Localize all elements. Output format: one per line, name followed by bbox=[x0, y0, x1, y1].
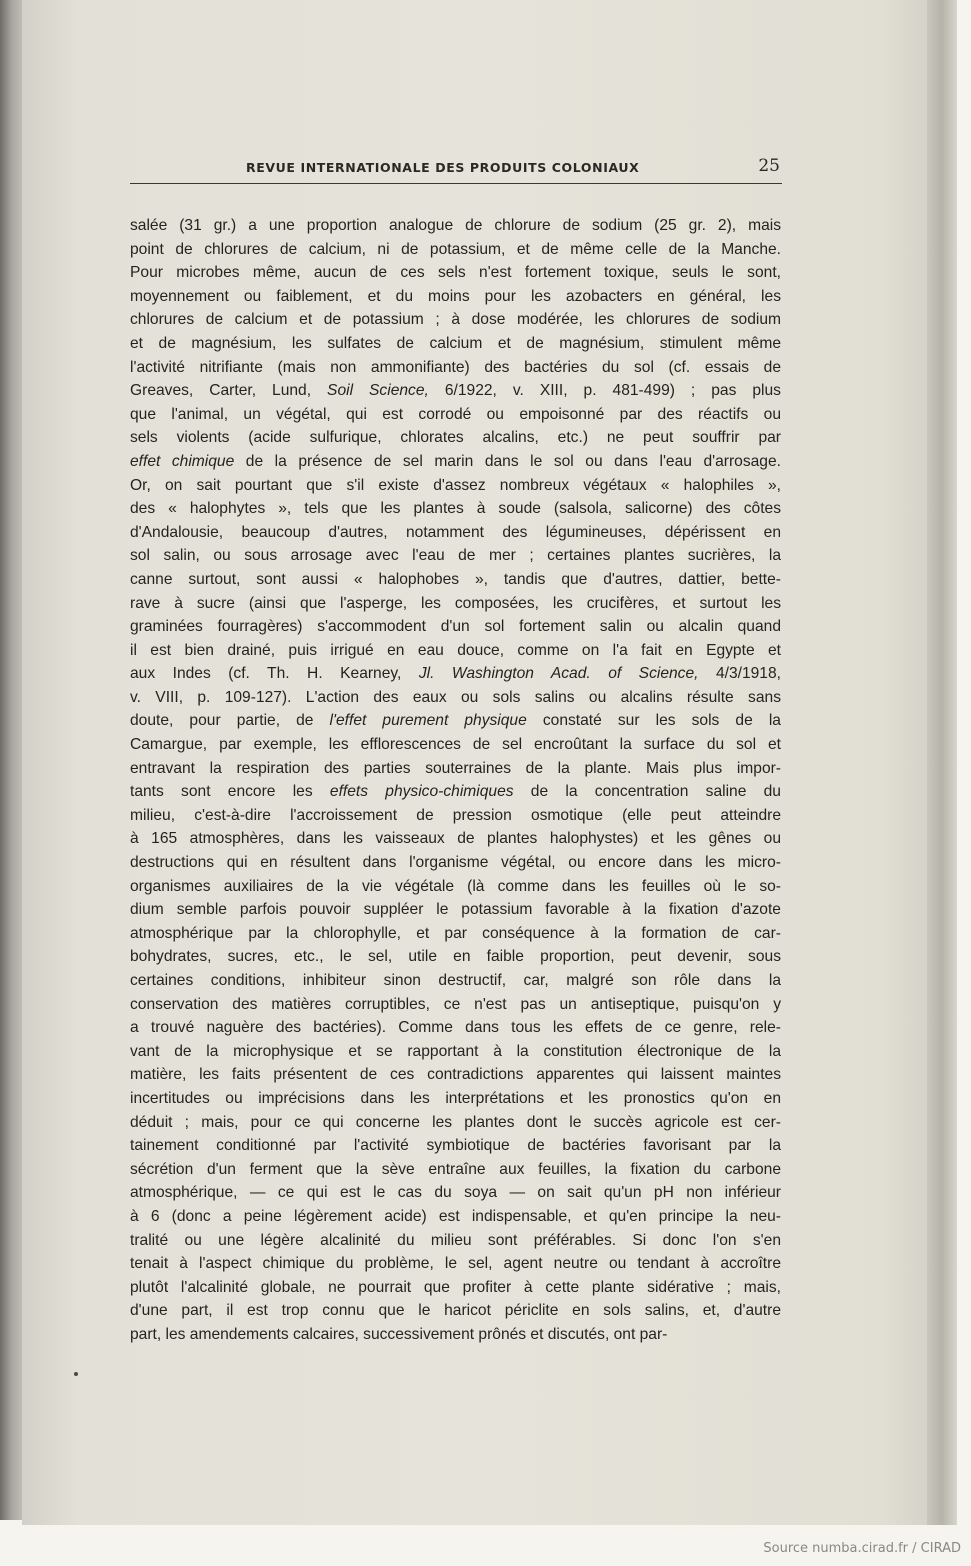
text-line: il est bien drainé, puis irrigué en eau douce, comme on l'a fait en Egypte et bbox=[130, 641, 781, 659]
text-line: tainement conditionné par l'activité symbiotique de bactéries favorisant par la bbox=[130, 1137, 781, 1155]
text-line: dium semble parfois pouvoir suppléer le potassium favorable à la fixation d'azote bbox=[130, 901, 781, 919]
text-line: milieu, c'est-à-dire l'accroissement de pression osmotique (elle peut atteindre bbox=[130, 806, 781, 824]
text-line: entravant la respiration des parties souterraines de la plante. Mais plus impor- bbox=[130, 759, 781, 777]
text-line: part, les amendements calcaires, successivement prônés et discutés, ont par- bbox=[130, 1325, 668, 1343]
text-line: certaines conditions, inhibiteur sinon destructif, car, malgré son rôle dans la bbox=[130, 972, 781, 989]
italic-citation: effets physico-chimiques bbox=[329, 783, 514, 801]
text-line: sol salin, ou sous arrosage avec l'eau de mer ; certaines plantes sucrières, la bbox=[130, 547, 781, 565]
text-line: Or, on sait pourtant que s'il existe d'assez nombreux végétaux « halophiles », bbox=[130, 476, 781, 494]
text-line: a trouvé naguère des bactéries). Comme dans tous les effets de ce genre, rele- bbox=[130, 1019, 781, 1037]
italic-citation: effet chimique bbox=[130, 452, 235, 470]
running-title: REVUE INTERNATIONALE DES PRODUITS COLONIAUX bbox=[246, 160, 640, 175]
text-line: graminées fourragères) s'accommodent d'un sol fortement salin ou alcalin quand bbox=[130, 618, 781, 636]
text-line: d'une part, il est trop connu que le haricot périclite en sols salins, et, d'autre bbox=[130, 1302, 781, 1320]
text-line: plutôt l'alcalinité globale, ne pourrait que profiter à cette plante sidérative ; mais, bbox=[130, 1278, 781, 1296]
page-number: 25 bbox=[758, 156, 780, 176]
text-line: et de magnésium, les sulfates de calcium et de magnésium, stimulent même bbox=[130, 334, 781, 352]
text-line: v. VIII, p. 109-127). L'action des eaux ou sols salins ou alcalins résulte sans bbox=[130, 688, 781, 706]
text-line: incertitudes ou imprécisions dans les interprétations et les pronostics qu'on en bbox=[130, 1089, 781, 1107]
text-line: déduit ; mais, pour ce qui concerne les plantes dont le succès agricole est cer- bbox=[130, 1113, 781, 1131]
italic-citation: Jl. Washington Acad. of Science, bbox=[418, 665, 699, 683]
text-line: vant de la microphysique et se rapportant à la constitution électronique de la bbox=[130, 1042, 781, 1060]
text-line: que l'animal, un végétal, qui est corrodé ou empoisonné par des réactifs ou bbox=[130, 405, 781, 423]
text-line: Greaves, Carter, Lund, Soil Science, 6/1922, v. XIII, p. 481-499) ; pas plus bbox=[130, 382, 781, 400]
text-line: bohydrates, sucres, etc., le sel, utile en faible proportion, peut devenir, sous bbox=[130, 948, 781, 966]
text-line: destructions qui en résultent dans l'organisme végétal, ou encore dans les micro- bbox=[130, 854, 781, 872]
text-line: matière, les faits présentent de ces contradictions apparentes qui laissent maintes bbox=[130, 1066, 781, 1084]
text-line: l'activité nitrifiante (mais non ammonifiante) des bactéries du sol (cf. essais de bbox=[130, 358, 781, 376]
text-line: Pour microbes même, aucun de ces sels n'est fortement toxique, seuls le sont, bbox=[130, 264, 781, 282]
text-line: salée (31 gr.) a une proportion analogue de chlorure de sodium (25 gr. 2), mais bbox=[130, 217, 781, 234]
text-line: point de chlorures de calcium, ni de potassium, et de même celle de la Manche. bbox=[130, 240, 781, 258]
text-line: doute, pour partie, de l'effet purement physique constaté sur les sols de la bbox=[130, 712, 781, 730]
text-line: aux Indes (cf. Th. H. Kearney, Jl. Washington Acad. of Science, 4/3/1918, bbox=[130, 665, 781, 683]
text-line: organismes auxiliaires de la vie végétale (là comme dans les feuilles où le so- bbox=[130, 877, 781, 895]
text-line: conservation des matières corruptibles, ce n'est pas un antiseptique, puisqu'on y bbox=[130, 995, 781, 1013]
text-line: sels violents (acide sulfurique, chlorates alcalins, etc.) ne peut souffrir par bbox=[130, 429, 781, 447]
running-header bbox=[130, 158, 780, 182]
text-line: rave à sucre (ainsi que l'asperge, les composées, les crucifères, et surtout les bbox=[130, 594, 781, 612]
text-line: atmosphérique, — ce qui est le cas du soya — on sait qu'un pH non inférieur bbox=[130, 1184, 781, 1202]
italic-citation: l'effet purement physique bbox=[329, 712, 527, 730]
text-line: à 6 (donc a peine légèrement acide) est indispensable, et qu'en principe la neu- bbox=[130, 1207, 781, 1225]
text-line: à 165 atmosphères, dans les vaisseaux de plantes halophystes) et les gênes ou bbox=[130, 830, 781, 848]
body-text bbox=[130, 214, 781, 1347]
text-line: atmosphérique par la chlorophylle, et par conséquence à la formation de car- bbox=[130, 924, 781, 942]
source-attribution: Source numba.cirad.fr / CIRAD bbox=[763, 1541, 961, 1556]
text-line: moyennement ou faiblement, et du moins pour les azobacters en général, les bbox=[130, 287, 781, 305]
text-line: Camargue, par exemple, les efflorescences de sel encroûtant la surface du sol et bbox=[130, 736, 781, 754]
ink-speck bbox=[74, 1372, 78, 1376]
text-line: chlorures de calcium et de potassium ; à dose modérée, les chlorures de sodium bbox=[130, 311, 781, 329]
text-line: des « halophytes », tels que les plantes à soude (salsola, salicorne) des côtes bbox=[130, 500, 781, 518]
text-line: sécrétion d'un ferment que la sève entraîne aux feuilles, la fixation du carbone bbox=[130, 1160, 781, 1178]
page-edge-stack bbox=[927, 0, 957, 1525]
text-line: tants sont encore les effets physico-chimiques de la concentration saline du bbox=[130, 783, 781, 801]
text-line: tralité ou une légère alcalinité du milieu sont préférables. Si donc l'on s'en bbox=[130, 1231, 781, 1249]
text-line: canne surtout, sont aussi « halophobes », tandis que d'autres, dattier, bette- bbox=[130, 570, 781, 588]
italic-citation: Soil Science, bbox=[327, 382, 429, 400]
text-line: d'Andalousie, beaucoup d'autres, notamment des légumineuses, dépérissent en bbox=[130, 523, 781, 541]
text-line: tenait à l'aspect chimique du problème, le sel, agent neutre ou tendant à accroître bbox=[130, 1255, 781, 1273]
text-line: effet chimique de la présence de sel marin dans le sol ou dans l'eau d'arrosage. bbox=[130, 452, 781, 470]
header-rule bbox=[130, 183, 782, 184]
